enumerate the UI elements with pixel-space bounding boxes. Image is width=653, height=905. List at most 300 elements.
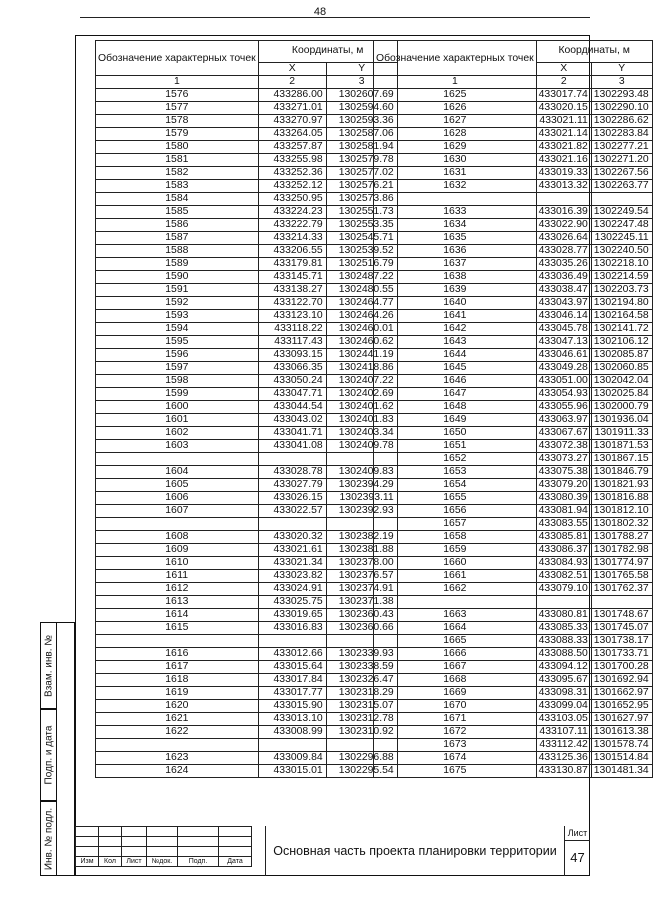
y-coordinate-cell: 1301700.28 [591, 661, 652, 674]
y-coordinate-cell: 1302218.10 [591, 258, 652, 271]
table-row [374, 245, 653, 258]
table-row [96, 310, 398, 323]
point-id-cell: 1666 [374, 648, 537, 661]
x-coordinate-cell: 433012.66 [258, 648, 326, 661]
point-id-cell: 1650 [374, 427, 537, 440]
point-id-cell: 1598 [96, 375, 259, 388]
x-coordinate-cell: 433257.87 [258, 141, 326, 154]
x-coordinate-cell: 433021.61 [258, 544, 326, 557]
table-row [96, 362, 398, 375]
point-id-cell: 1620 [96, 700, 259, 713]
x-coordinate-cell: 433020.32 [258, 531, 326, 544]
point-id-cell: 1638 [374, 271, 537, 284]
y-coordinate-cell: 1302000.79 [591, 401, 652, 414]
table-row [374, 375, 653, 388]
point-id-cell: 1604 [96, 466, 259, 479]
stamp-grid [75, 826, 252, 867]
table-row [374, 635, 653, 648]
y-coordinate-cell: 1301738.17 [591, 635, 652, 648]
header-col-2: 2 [258, 76, 326, 89]
x-coordinate-cell: 433086.37 [536, 544, 591, 557]
y-coordinate-cell: 1302310.92 [326, 726, 397, 739]
y-coordinate-cell [591, 193, 652, 206]
x-coordinate-cell: 433079.20 [536, 479, 591, 492]
y-coordinate-cell: 1302318.29 [326, 687, 397, 700]
x-coordinate-cell: 433041.08 [258, 440, 326, 453]
table-row [96, 336, 398, 349]
y-coordinate-cell: 1302249.54 [591, 206, 652, 219]
y-coordinate-cell: 1302290.10 [591, 102, 652, 115]
y-coordinate-cell: 1301788.27 [591, 531, 652, 544]
y-coordinate-cell: 1302409.83 [326, 466, 397, 479]
y-coordinate-cell: 1301936.04 [591, 414, 652, 427]
point-id-cell: 1600 [96, 401, 259, 414]
table-row [96, 713, 398, 726]
y-coordinate-cell: 1302394.29 [326, 479, 397, 492]
table-row [96, 544, 398, 557]
x-coordinate-cell: 433043.02 [258, 414, 326, 427]
table-row [374, 531, 653, 544]
left-table-body [96, 89, 398, 778]
table-row [96, 700, 398, 713]
y-coordinate-cell: 1302382.19 [326, 531, 397, 544]
point-id-cell: 1624 [96, 765, 259, 778]
x-coordinate-cell: 433049.28 [536, 362, 591, 375]
x-coordinate-cell: 433023.82 [258, 570, 326, 583]
stamp-podp: Подп. [178, 857, 219, 867]
header-point: Обозначение характерных точек [96, 41, 259, 76]
x-coordinate-cell: 433045.78 [536, 323, 591, 336]
header-coords: Координаты, м [258, 41, 397, 63]
y-coordinate-cell: 1301867.15 [591, 453, 652, 466]
y-coordinate-cell: 1301821.93 [591, 479, 652, 492]
table-row [96, 596, 398, 609]
x-coordinate-cell: 433270.97 [258, 115, 326, 128]
table-row [374, 271, 653, 284]
point-id-cell: 1621 [96, 713, 259, 726]
table-row [96, 414, 398, 427]
x-coordinate-cell: 433035.26 [536, 258, 591, 271]
table-row [374, 700, 653, 713]
point-id-cell: 1579 [96, 128, 259, 141]
table-row [374, 557, 653, 570]
point-id-cell: 1668 [374, 674, 537, 687]
point-id-cell: 1665 [374, 635, 537, 648]
table-row [374, 453, 653, 466]
x-coordinate-cell: 433017.74 [536, 89, 591, 102]
point-id-cell: 1633 [374, 206, 537, 219]
table-row [96, 466, 398, 479]
table-row [96, 635, 398, 648]
x-coordinate-cell: 433036.49 [536, 271, 591, 284]
table-row [96, 167, 398, 180]
point-id-cell: 1658 [374, 531, 537, 544]
point-id-cell: 1594 [96, 323, 259, 336]
table-row [96, 375, 398, 388]
point-id-cell [96, 453, 259, 466]
x-coordinate-cell: 433138.27 [258, 284, 326, 297]
point-id-cell: 1603 [96, 440, 259, 453]
x-coordinate-cell: 433107.11 [536, 726, 591, 739]
y-coordinate-cell: 1302338.59 [326, 661, 397, 674]
table-row [374, 505, 653, 518]
table-row [96, 89, 398, 102]
y-coordinate-cell: 1301765.58 [591, 570, 652, 583]
x-coordinate-cell: 433016.39 [536, 206, 591, 219]
table-row [374, 570, 653, 583]
point-id-cell: 1618 [96, 674, 259, 687]
header-x: X [536, 62, 591, 75]
point-id-cell: 1672 [374, 726, 537, 739]
table-row [374, 440, 653, 453]
title-block [75, 826, 590, 876]
table-row [96, 349, 398, 362]
point-id-cell: 1643 [374, 336, 537, 349]
x-coordinate-cell: 433080.81 [536, 609, 591, 622]
y-coordinate-cell: 1302240.50 [591, 245, 652, 258]
y-coordinate-cell: 1302579.78 [326, 154, 397, 167]
x-coordinate-cell: 433112.42 [536, 739, 591, 752]
x-coordinate-cell: 433022.90 [536, 219, 591, 232]
point-id-cell: 1612 [96, 583, 259, 596]
header-col-1: 1 [96, 76, 259, 89]
point-id-cell: 1646 [374, 375, 537, 388]
point-id-cell: 1674 [374, 752, 537, 765]
point-id-cell: 1657 [374, 518, 537, 531]
header-col-3: 3 [326, 76, 397, 89]
table-row [374, 544, 653, 557]
sheet-number-box [565, 826, 590, 876]
point-id-cell: 1593 [96, 310, 259, 323]
y-coordinate-cell: 1301745.07 [591, 622, 652, 635]
point-id-cell: 1664 [374, 622, 537, 635]
point-id-cell: 1648 [374, 401, 537, 414]
point-id-cell: 1635 [374, 232, 537, 245]
table-row [96, 128, 398, 141]
point-id-cell: 1587 [96, 232, 259, 245]
y-coordinate-cell: 1302245.11 [591, 232, 652, 245]
point-id-cell: 1647 [374, 388, 537, 401]
point-id-cell: 1596 [96, 349, 259, 362]
side-inv-label: Инв. № подл. [40, 801, 57, 876]
table-row [96, 180, 398, 193]
x-coordinate-cell: 433075.38 [536, 466, 591, 479]
x-coordinate-cell: 433026.15 [258, 492, 326, 505]
point-id-cell: 1576 [96, 89, 259, 102]
y-coordinate-cell: 1301481.34 [591, 765, 652, 778]
y-coordinate-cell: 1302392.93 [326, 505, 397, 518]
top-rule [80, 17, 590, 18]
x-coordinate-cell: 433084.93 [536, 557, 591, 570]
document-title: Основная часть проекта планировки территории [265, 826, 565, 876]
y-coordinate-cell: 1302607.69 [326, 89, 397, 102]
point-id-cell: 1585 [96, 206, 259, 219]
y-coordinate-cell: 1301748.67 [591, 609, 652, 622]
point-id-cell: 1625 [374, 89, 537, 102]
table-row [374, 518, 653, 531]
table-row [374, 115, 653, 128]
x-coordinate-cell: 433079.10 [536, 583, 591, 596]
table-row [96, 492, 398, 505]
y-coordinate-cell: 1302464.77 [326, 297, 397, 310]
point-id-cell: 1653 [374, 466, 537, 479]
table-row [374, 193, 653, 206]
y-coordinate-cell: 1302407.22 [326, 375, 397, 388]
table-row [374, 765, 653, 778]
x-coordinate-cell: 433072.38 [536, 440, 591, 453]
x-coordinate-cell [536, 596, 591, 609]
y-coordinate-cell: 1302551.73 [326, 206, 397, 219]
y-coordinate-cell: 1301782.98 [591, 544, 652, 557]
table-row [374, 609, 653, 622]
y-coordinate-cell: 1302539.52 [326, 245, 397, 258]
table-row [374, 362, 653, 375]
y-coordinate-cell: 1301652.95 [591, 700, 652, 713]
x-coordinate-cell: 433041.71 [258, 427, 326, 440]
x-coordinate-cell: 433020.15 [536, 102, 591, 115]
point-id-cell: 1626 [374, 102, 537, 115]
x-coordinate-cell: 433021.34 [258, 557, 326, 570]
point-id-cell: 1673 [374, 739, 537, 752]
x-coordinate-cell: 433255.98 [258, 154, 326, 167]
point-id-cell: 1654 [374, 479, 537, 492]
y-coordinate-cell: 1302401.62 [326, 401, 397, 414]
x-coordinate-cell: 433250.95 [258, 193, 326, 206]
y-coordinate-cell: 1302141.72 [591, 323, 652, 336]
table-row [96, 726, 398, 739]
y-coordinate-cell: 1302418.86 [326, 362, 397, 375]
y-coordinate-cell: 1302295.54 [326, 765, 397, 778]
table-row [96, 687, 398, 700]
point-id-cell: 1611 [96, 570, 259, 583]
table-row [374, 388, 653, 401]
table-row [96, 297, 398, 310]
y-coordinate-cell: 1302378.00 [326, 557, 397, 570]
x-coordinate-cell: 433081.94 [536, 505, 591, 518]
header-col-2: 2 [536, 76, 591, 89]
table-row [374, 284, 653, 297]
table-row [96, 622, 398, 635]
table-row [374, 596, 653, 609]
table-row [374, 297, 653, 310]
table-row [374, 258, 653, 271]
y-coordinate-cell: 1302194.80 [591, 297, 652, 310]
x-coordinate-cell: 433055.96 [536, 401, 591, 414]
x-coordinate-cell: 433046.61 [536, 349, 591, 362]
point-id-cell: 1629 [374, 141, 537, 154]
x-coordinate-cell: 433094.12 [536, 661, 591, 674]
y-coordinate-cell: 1302403.34 [326, 427, 397, 440]
x-coordinate-cell: 433122.70 [258, 297, 326, 310]
point-id-cell [374, 596, 537, 609]
point-id-cell: 1637 [374, 258, 537, 271]
table-row [96, 648, 398, 661]
table-row [374, 622, 653, 635]
point-id-cell: 1632 [374, 180, 537, 193]
x-coordinate-cell: 433264.05 [258, 128, 326, 141]
table-row [374, 726, 653, 739]
stamp-list: Лист [122, 857, 147, 867]
table-row [374, 687, 653, 700]
table-row [96, 206, 398, 219]
point-id-cell: 1589 [96, 258, 259, 271]
y-coordinate-cell: 1302376.57 [326, 570, 397, 583]
table-row [96, 427, 398, 440]
x-coordinate-cell: 433016.83 [258, 622, 326, 635]
y-coordinate-cell: 1302480.55 [326, 284, 397, 297]
x-coordinate-cell: 433206.55 [258, 245, 326, 258]
y-coordinate-cell: 1301662.97 [591, 687, 652, 700]
y-coordinate-cell: 1302312.78 [326, 713, 397, 726]
x-coordinate-cell: 433088.50 [536, 648, 591, 661]
side-value-column [57, 622, 75, 876]
x-coordinate-cell [258, 453, 326, 466]
point-id-cell: 1675 [374, 765, 537, 778]
table-row [374, 492, 653, 505]
table-row [374, 674, 653, 687]
x-coordinate-cell: 433025.75 [258, 596, 326, 609]
x-coordinate-cell: 433214.33 [258, 232, 326, 245]
y-coordinate-cell: 1302576.21 [326, 180, 397, 193]
x-coordinate-cell: 433099.04 [536, 700, 591, 713]
y-coordinate-cell: 1301578.74 [591, 739, 652, 752]
point-id-cell: 1609 [96, 544, 259, 557]
x-coordinate-cell [536, 193, 591, 206]
point-id-cell: 1584 [96, 193, 259, 206]
table-row [96, 388, 398, 401]
y-coordinate-cell: 1302271.20 [591, 154, 652, 167]
x-coordinate-cell: 433073.27 [536, 453, 591, 466]
point-id-cell: 1608 [96, 531, 259, 544]
point-id-cell: 1645 [374, 362, 537, 375]
point-id-cell: 1592 [96, 297, 259, 310]
point-id-cell: 1595 [96, 336, 259, 349]
y-coordinate-cell: 1302360.43 [326, 609, 397, 622]
point-id-cell: 1627 [374, 115, 537, 128]
y-coordinate-cell: 1302374.91 [326, 583, 397, 596]
x-coordinate-cell: 433103.05 [536, 713, 591, 726]
x-coordinate-cell: 433026.64 [536, 232, 591, 245]
x-coordinate-cell: 433022.57 [258, 505, 326, 518]
y-coordinate-cell: 1302393.11 [326, 492, 397, 505]
point-id-cell: 1641 [374, 310, 537, 323]
y-coordinate-cell: 1302164.58 [591, 310, 652, 323]
x-coordinate-cell: 433015.01 [258, 765, 326, 778]
x-coordinate-cell: 433286.00 [258, 89, 326, 102]
table-row [96, 765, 398, 778]
x-coordinate-cell: 433015.64 [258, 661, 326, 674]
x-coordinate-cell: 433044.54 [258, 401, 326, 414]
x-coordinate-cell: 433080.39 [536, 492, 591, 505]
x-coordinate-cell: 433271.01 [258, 102, 326, 115]
y-coordinate-cell [591, 596, 652, 609]
point-id-cell [374, 193, 537, 206]
table-row [374, 427, 653, 440]
table-row [374, 466, 653, 479]
stamp-kol: Кол [99, 857, 122, 867]
point-id-cell: 1583 [96, 180, 259, 193]
point-id-cell: 1639 [374, 284, 537, 297]
y-coordinate-cell: 1302060.85 [591, 362, 652, 375]
point-id-cell: 1588 [96, 245, 259, 258]
point-id-cell: 1622 [96, 726, 259, 739]
point-id-cell: 1649 [374, 414, 537, 427]
x-coordinate-cell: 433021.11 [536, 115, 591, 128]
y-coordinate-cell: 1302263.77 [591, 180, 652, 193]
x-coordinate-cell [258, 635, 326, 648]
x-coordinate-cell: 433130.87 [536, 765, 591, 778]
y-coordinate-cell: 1302573.86 [326, 193, 397, 206]
table-row [374, 648, 653, 661]
side-vzam-label: Взам. инв. № [40, 622, 57, 709]
y-coordinate-cell: 1302441.19 [326, 349, 397, 362]
x-coordinate-cell: 433009.84 [258, 752, 326, 765]
x-coordinate-cell: 433046.14 [536, 310, 591, 323]
y-coordinate-cell: 1302203.73 [591, 284, 652, 297]
x-coordinate-cell: 433028.77 [536, 245, 591, 258]
point-id-cell: 1671 [374, 713, 537, 726]
point-id-cell: 1630 [374, 154, 537, 167]
table-row [374, 479, 653, 492]
x-coordinate-cell: 433017.84 [258, 674, 326, 687]
x-coordinate-cell: 433008.99 [258, 726, 326, 739]
point-id-cell: 1617 [96, 661, 259, 674]
point-id-cell: 1659 [374, 544, 537, 557]
y-coordinate-cell: 1302402.69 [326, 388, 397, 401]
point-id-cell: 1578 [96, 115, 259, 128]
table-row [96, 154, 398, 167]
header-coords: Координаты, м [536, 41, 652, 63]
y-coordinate-cell: 1301816.88 [591, 492, 652, 505]
table-row [96, 518, 398, 531]
y-coordinate-cell: 1302464.26 [326, 310, 397, 323]
point-id-cell: 1656 [374, 505, 537, 518]
x-coordinate-cell: 433145.71 [258, 271, 326, 284]
table-row [374, 232, 653, 245]
table-row [374, 583, 653, 596]
y-coordinate-cell: 1302545.71 [326, 232, 397, 245]
y-coordinate-cell: 1302085.87 [591, 349, 652, 362]
x-coordinate-cell: 433125.36 [536, 752, 591, 765]
y-coordinate-cell: 1302594.60 [326, 102, 397, 115]
table-row [96, 401, 398, 414]
point-id-cell: 1615 [96, 622, 259, 635]
table-row [374, 310, 653, 323]
table-row [374, 739, 653, 752]
table-row [96, 232, 398, 245]
x-coordinate-cell: 433051.00 [536, 375, 591, 388]
table-row [374, 349, 653, 362]
x-coordinate-cell: 433095.67 [536, 674, 591, 687]
point-id-cell: 1607 [96, 505, 259, 518]
table-row [96, 453, 398, 466]
x-coordinate-cell: 433117.43 [258, 336, 326, 349]
table-row [374, 401, 653, 414]
x-coordinate-cell: 433063.97 [536, 414, 591, 427]
y-coordinate-cell: 1302293.48 [591, 89, 652, 102]
y-coordinate-cell: 1302553.35 [326, 219, 397, 232]
y-coordinate-cell: 1301846.79 [591, 466, 652, 479]
table-row [374, 141, 653, 154]
point-id-cell: 1616 [96, 648, 259, 661]
point-id-cell: 1605 [96, 479, 259, 492]
point-id-cell: 1580 [96, 141, 259, 154]
y-coordinate-cell: 1302267.56 [591, 167, 652, 180]
sheet-label: Лист [565, 826, 590, 841]
point-id-cell: 1655 [374, 492, 537, 505]
point-id-cell: 1602 [96, 427, 259, 440]
y-coordinate-cell: 1302277.21 [591, 141, 652, 154]
